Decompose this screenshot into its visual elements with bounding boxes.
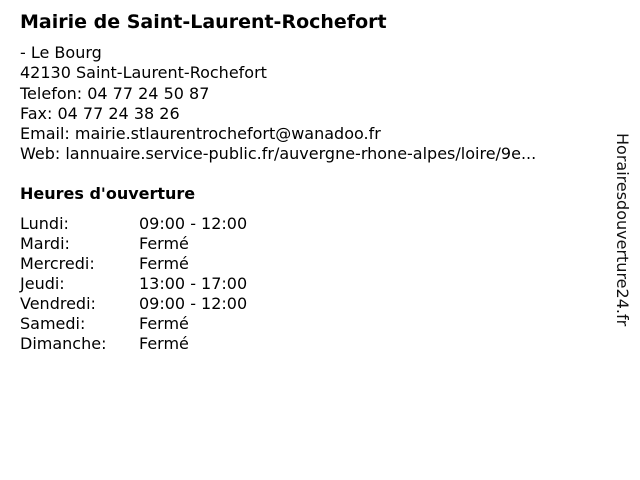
day-label: Lundi: bbox=[20, 214, 69, 233]
hours-row-monday bbox=[20, 214, 320, 234]
day-label: Mardi: bbox=[20, 234, 70, 253]
hours-row-friday bbox=[20, 294, 320, 314]
address-street: - Le Bourg bbox=[20, 43, 102, 62]
brand-watermark bbox=[611, 133, 633, 343]
hours-row-saturday bbox=[20, 314, 320, 334]
brand-watermark-text: Horairesdouverture24.fr bbox=[613, 133, 632, 327]
day-hours: 09:00 - 12:00 bbox=[139, 294, 248, 313]
day-hours: 09:00 - 12:00 bbox=[139, 214, 248, 233]
phone-number[interactable]: Telefon: 04 77 24 50 87 bbox=[20, 83, 210, 103]
hours-row-wednesday bbox=[20, 254, 320, 274]
day-label: Samedi: bbox=[20, 314, 86, 333]
day-label: Dimanche: bbox=[20, 334, 107, 353]
hours-row-sunday bbox=[20, 334, 320, 354]
day-label: Mercredi: bbox=[20, 254, 95, 273]
opening-hours-heading: Heures d'ouverture bbox=[20, 184, 196, 203]
fax-number: Fax: 04 77 24 38 26 bbox=[20, 103, 180, 123]
day-hours: 13:00 - 17:00 bbox=[139, 274, 248, 293]
day-hours: Fermé bbox=[139, 314, 189, 333]
address-city: 42130 Saint-Laurent-Rochefort bbox=[20, 63, 267, 83]
day-label: Vendredi: bbox=[20, 294, 96, 313]
opening-hours-table bbox=[20, 214, 320, 354]
website-link[interactable]: Web: lannuaire.service-public.fr/auvergne-rhone-alpes/loire/9e... bbox=[20, 144, 537, 164]
day-hours: Fermé bbox=[139, 234, 189, 253]
day-hours: Fermé bbox=[139, 334, 189, 353]
email-address[interactable]: Email: mairie.stlaurentrochefort@wanadoo.fr bbox=[20, 124, 381, 144]
hours-row-tuesday bbox=[20, 234, 320, 254]
page-title: Mairie de Saint-Laurent-Rochefort bbox=[20, 11, 387, 33]
hours-row-thursday bbox=[20, 274, 320, 294]
day-hours: Fermé bbox=[139, 254, 189, 273]
day-label: Jeudi: bbox=[20, 274, 65, 293]
contact-block bbox=[20, 43, 536, 165]
